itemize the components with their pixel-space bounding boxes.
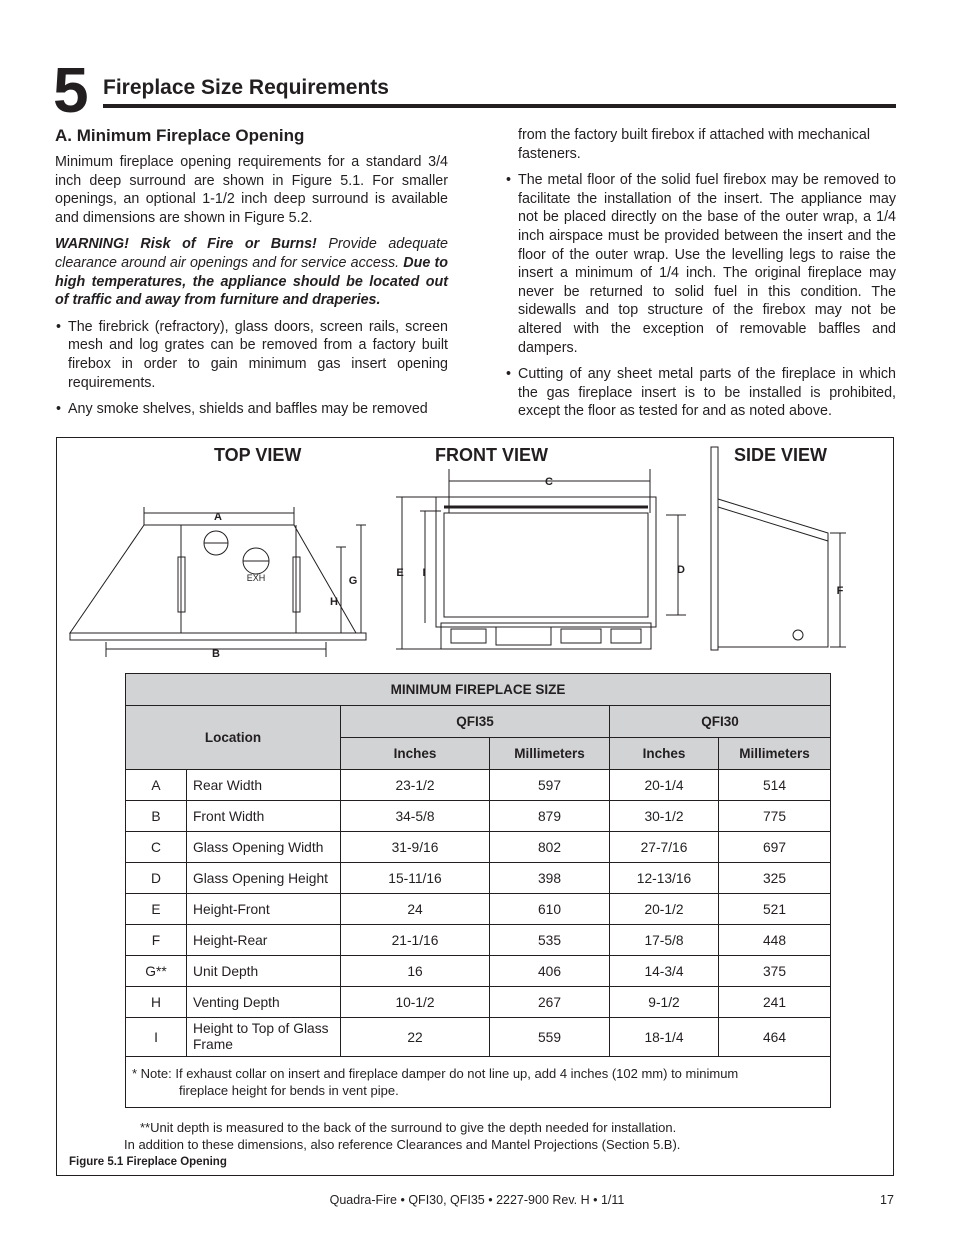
dim-label-B: B	[212, 648, 220, 660]
warning-bold-text: Due to high temperatures, the appliance should be located out of traffic and away from furniture and draperies.	[55, 254, 448, 309]
dim-label-E: E	[396, 567, 404, 579]
model-qfi35-header: QFI35	[341, 706, 610, 738]
row-code: D	[126, 863, 187, 894]
cell-value: 18-1/4	[610, 1018, 719, 1057]
table-note-line: * Note: If exhaust collar on insert and fireplace damper do not line up, add 4 inches (102 mm) to minimum	[132, 1066, 739, 1081]
row-location: Rear Width	[187, 770, 341, 801]
table-row	[126, 1018, 831, 1057]
table-row	[126, 770, 831, 801]
list-item: • Any smoke shelves, shields and baffles may be removed	[55, 400, 448, 419]
list-item: • The firebrick (refractory), glass doors, screen rails, screen mesh and log grates can be removed from a factory built firebox in order to gain minimum gas insert opening requirements.	[55, 318, 448, 392]
fireplace-size-table	[125, 673, 831, 1108]
side-view-label: SIDE VIEW	[734, 445, 828, 465]
cell-value: 325	[719, 863, 831, 894]
warning-label: WARNING! Risk of Fire or Burns!	[55, 236, 317, 253]
unit-header: Millimeters	[490, 738, 610, 770]
dim-label-C: C	[545, 476, 553, 488]
exhaust-label: EXH	[246, 573, 266, 583]
dim-label-A: A	[214, 511, 222, 523]
row-code: I	[126, 1018, 187, 1057]
section-rule	[103, 104, 896, 108]
table-row	[126, 987, 831, 1018]
row-code: A	[126, 770, 187, 801]
row-code: G**	[126, 956, 187, 987]
row-location: Venting Depth	[187, 987, 341, 1018]
cell-value: 521	[719, 894, 831, 925]
row-code: B	[126, 801, 187, 832]
location-header: Location	[126, 706, 341, 770]
fireplace-drawings	[56, 437, 894, 672]
table-title: MINIMUM FIREPLACE SIZE	[126, 674, 831, 706]
figure-notes	[124, 1119, 680, 1153]
intro-paragraph: Minimum fireplace opening requirements for a standard 3/4 inch deep surround are shown in Figure 5.1. For smaller openings, an optional 1-1/2 inch deep surround is available and dimensions are shown in Figure 5.2.	[55, 154, 448, 226]
cell-value: 406	[490, 956, 610, 987]
cell-value: 610	[490, 894, 610, 925]
cell-value: 20-1/4	[610, 770, 719, 801]
subsection-heading: A. Minimum Fireplace Opening	[55, 126, 305, 145]
depth-note: **Unit depth is measured to the back of the surround to give the depth needed for installation.	[140, 1120, 677, 1135]
figure-caption: Figure 5.1 Fireplace Opening	[69, 1156, 227, 1168]
cell-value: 597	[490, 770, 610, 801]
cell-value: 14-3/4	[610, 956, 719, 987]
section-number: 5	[53, 54, 87, 126]
table-row	[126, 925, 831, 956]
top-view-label: TOP VIEW	[214, 445, 302, 465]
page-footer: Quadra-Fire • QFI30, QFI35 • 2227-900 Rev. H • 1/11	[329, 1193, 625, 1207]
model-qfi30-header: QFI30	[610, 706, 831, 738]
cell-value: 24	[341, 894, 490, 925]
table-row	[126, 832, 831, 863]
cell-value: 514	[719, 770, 831, 801]
row-code: C	[126, 832, 187, 863]
cell-value: 559	[490, 1018, 610, 1057]
cell-value: 20-1/2	[610, 894, 719, 925]
left-column	[55, 126, 448, 427]
unit-header: Inches	[341, 738, 490, 770]
unit-header: Millimeters	[719, 738, 831, 770]
warning-paragraph	[55, 235, 448, 309]
list-item: • The metal floor of the solid fuel firebox may be removed to facilitate the installation of the insert. The appliance may not be placed directly on the base of the outer wrap, a 1/4 inch airspace must be provided between the insert and the floor of the outer wrap. Use the levelling legs to raise the insert a minimum of 1/4 inch. The original fireplace may never be returned to solid fuel in this condition. The sidewalls and top structure of the firebox may not be altered with the exception of removable baffles and dampers.	[505, 171, 896, 357]
row-location: Unit Depth	[187, 956, 341, 987]
table-note-line: fireplace height for bends in vent pipe.	[179, 1083, 399, 1098]
table-row	[126, 801, 831, 832]
cell-value: 375	[719, 956, 831, 987]
cell-value: 9-1/2	[610, 987, 719, 1018]
right-bullet-list	[505, 171, 896, 421]
cell-value: 27-7/16	[610, 832, 719, 863]
cell-value: 15-11/16	[341, 863, 490, 894]
row-location: Glass Opening Height	[187, 863, 341, 894]
dim-label-I: I	[422, 567, 426, 579]
row-location: Height to Top of Glass Frame	[187, 1018, 341, 1057]
row-location: Glass Opening Width	[187, 832, 341, 863]
row-location: Height-Front	[187, 894, 341, 925]
cell-value: 10-1/2	[341, 987, 490, 1018]
cell-value: 464	[719, 1018, 831, 1057]
list-item: • Cutting of any sheet metal parts of the fireplace in which the gas fireplace insert is to be installed is prohibited, except the floor as tested for and as noted above.	[505, 365, 896, 421]
cell-value: 34-5/8	[341, 801, 490, 832]
cell-value: 21-1/16	[341, 925, 490, 956]
right-column	[505, 126, 896, 429]
cell-value: 22	[341, 1018, 490, 1057]
reference-note: In addition to these dimensions, also reference Clearances and Mantel Projections (Section 5.B).	[124, 1137, 681, 1152]
left-bullet-list	[55, 318, 448, 419]
cell-value: 12-13/16	[610, 863, 719, 894]
row-code: H	[126, 987, 187, 1018]
side-view-drawing	[711, 447, 846, 650]
section-title: Fireplace Size Requirements	[103, 76, 389, 99]
table-row	[126, 956, 831, 987]
cell-value: 879	[490, 801, 610, 832]
row-code: F	[126, 925, 187, 956]
dim-label-G: G	[348, 575, 358, 587]
continued-text: from the factory built firebox if attached with mechanical fasteners.	[518, 127, 871, 162]
dim-label-H: H	[330, 596, 338, 608]
cell-value: 398	[490, 863, 610, 894]
row-location: Height-Rear	[187, 925, 341, 956]
warning-text: Provide adequate clearance around air openings and for service access.	[55, 236, 448, 271]
row-code: E	[126, 894, 187, 925]
unit-header: Inches	[610, 738, 719, 770]
cell-value: 267	[490, 987, 610, 1018]
cell-value: 241	[719, 987, 831, 1018]
dim-label-F: F	[836, 585, 844, 597]
cell-value: 802	[490, 832, 610, 863]
cell-value: 31-9/16	[341, 832, 490, 863]
cell-value: 697	[719, 832, 831, 863]
cell-value: 30-1/2	[610, 801, 719, 832]
cell-value: 17-5/8	[610, 925, 719, 956]
table-row	[126, 863, 831, 894]
table-row	[126, 894, 831, 925]
row-location: Front Width	[187, 801, 341, 832]
cell-value: 535	[490, 925, 610, 956]
front-view-drawing	[396, 469, 686, 649]
cell-value: 23-1/2	[341, 770, 490, 801]
cell-value: 775	[719, 801, 831, 832]
page-number: 17	[880, 1193, 894, 1207]
cell-value: 448	[719, 925, 831, 956]
table-note	[126, 1057, 831, 1108]
cell-value: 16	[341, 956, 490, 987]
front-view-label: FRONT VIEW	[435, 445, 548, 465]
top-view-drawing	[70, 507, 366, 657]
dim-label-D: D	[677, 564, 685, 576]
